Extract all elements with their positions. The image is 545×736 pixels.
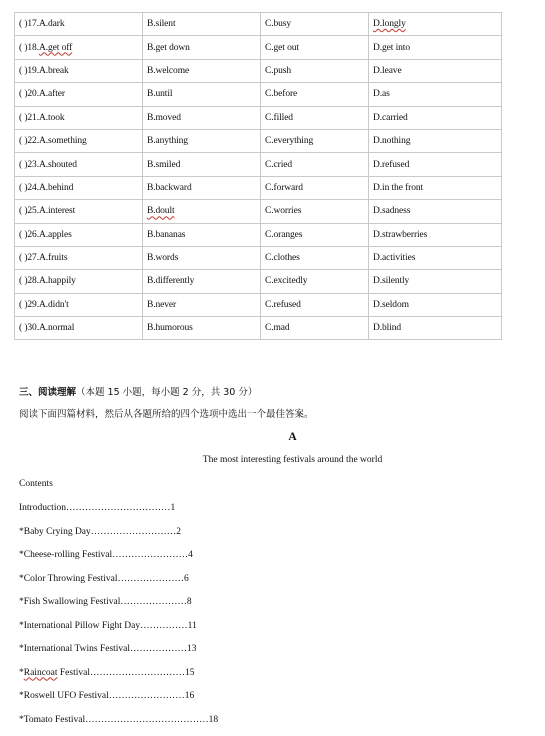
option-c-cell xyxy=(261,317,369,340)
option-b: B.until xyxy=(147,89,172,99)
option-d: D.longly xyxy=(373,19,406,29)
passage-label: A xyxy=(0,431,545,443)
option-a: A.something xyxy=(39,136,87,146)
section-instructions: 阅读下面四篇材料，然后从各题所给的四个选项中选出一个最佳答案。 xyxy=(19,406,314,420)
option-c: C.oranges xyxy=(265,230,302,240)
option-c: C.before xyxy=(265,89,297,99)
question-number: ( )26. xyxy=(19,230,39,240)
option-c-cell xyxy=(261,223,369,246)
question-number: ( )30. xyxy=(19,323,39,333)
option-d: D.as xyxy=(373,89,390,99)
option-c-cell xyxy=(261,200,369,223)
table-of-contents xyxy=(19,501,218,736)
option-c: C.clothes xyxy=(265,253,300,263)
option-b-cell xyxy=(143,200,261,223)
option-c-cell xyxy=(261,153,369,176)
option-b-cell xyxy=(143,36,261,59)
option-d-cell xyxy=(369,59,502,82)
option-c-cell xyxy=(261,270,369,293)
option-d-cell xyxy=(369,293,502,316)
option-d-cell xyxy=(369,223,502,246)
option-b-cell xyxy=(143,270,261,293)
list-item: *Cheese-rolling Festival……………………4 xyxy=(19,548,218,572)
option-b-cell xyxy=(143,246,261,269)
table-row xyxy=(15,153,502,176)
option-d: D.refused xyxy=(373,160,409,170)
question-cell xyxy=(15,36,143,59)
option-c: C.filled xyxy=(265,113,293,123)
option-b-cell xyxy=(143,83,261,106)
option-c-cell xyxy=(261,36,369,59)
option-b: B.smiled xyxy=(147,160,180,170)
option-a: A.dark xyxy=(39,19,65,29)
option-c: C.busy xyxy=(265,19,291,29)
question-cell xyxy=(15,59,143,82)
option-c-cell xyxy=(261,129,369,152)
option-b-cell xyxy=(143,176,261,199)
option-b: B.doult xyxy=(147,206,175,216)
table-row xyxy=(15,317,502,340)
option-d-cell xyxy=(369,129,502,152)
option-d: D.blind xyxy=(373,323,401,333)
option-b: B.humorous xyxy=(147,323,193,333)
table-row xyxy=(15,129,502,152)
question-cell xyxy=(15,270,143,293)
option-c: C.everything xyxy=(265,136,313,146)
table-row xyxy=(15,83,502,106)
option-d-cell xyxy=(369,270,502,293)
option-b-cell xyxy=(143,13,261,36)
section-heading xyxy=(19,384,257,398)
question-cell xyxy=(15,317,143,340)
option-d: D.strawberries xyxy=(373,230,427,240)
option-b-cell xyxy=(143,293,261,316)
option-b-cell xyxy=(143,317,261,340)
question-number: ( )20. xyxy=(19,89,39,99)
question-cell xyxy=(15,106,143,129)
option-c: C.get out xyxy=(265,43,299,53)
table-row xyxy=(15,36,502,59)
option-b: B.backward xyxy=(147,183,192,193)
option-b: B.get down xyxy=(147,43,190,53)
option-d-cell xyxy=(369,153,502,176)
question-number: ( )17. xyxy=(19,19,39,29)
option-d: D.nothing xyxy=(373,136,410,146)
question-cell xyxy=(15,200,143,223)
option-c-cell xyxy=(261,293,369,316)
option-b: B.bananas xyxy=(147,230,185,240)
question-number: ( )22. xyxy=(19,136,39,146)
section-subtitle: （本题 15 小题，每小题 2 分，共 30 分） xyxy=(76,387,257,398)
list-item: *Raincoat Festival…………………………15 xyxy=(19,666,218,690)
option-c-cell xyxy=(261,83,369,106)
option-a: A.apples xyxy=(39,230,72,240)
option-a: A.took xyxy=(39,113,65,123)
option-d-cell xyxy=(369,176,502,199)
question-number: ( )18. xyxy=(19,43,39,53)
option-b: B.moved xyxy=(147,113,181,123)
list-item: *Roswell UFO Festival……………………16 xyxy=(19,689,218,713)
table-row xyxy=(15,293,502,316)
list-item: *International Twins Festival………………13 xyxy=(19,642,218,666)
question-cell xyxy=(15,293,143,316)
question-number: ( )28. xyxy=(19,276,39,286)
option-a: A.didn't xyxy=(39,300,69,310)
option-d: D.silently xyxy=(373,276,409,286)
cloze-options-table xyxy=(14,12,502,340)
option-a: A.shouted xyxy=(39,160,77,170)
option-c-cell xyxy=(261,59,369,82)
option-a: A.fruits xyxy=(39,253,68,263)
question-cell xyxy=(15,246,143,269)
question-number: ( )19. xyxy=(19,66,39,76)
question-number: ( )27. xyxy=(19,253,39,263)
table-row xyxy=(15,176,502,199)
option-c-cell xyxy=(261,176,369,199)
question-cell xyxy=(15,176,143,199)
question-cell xyxy=(15,13,143,36)
option-a: A.get off xyxy=(39,43,72,53)
question-number: ( )29. xyxy=(19,300,39,310)
question-number: ( )25. xyxy=(19,206,39,216)
option-c-cell xyxy=(261,246,369,269)
option-b-cell xyxy=(143,223,261,246)
option-a: A.interest xyxy=(39,206,75,216)
table-row xyxy=(15,13,502,36)
list-item: *Fish Swallowing Festival…………………8 xyxy=(19,595,218,619)
table-row xyxy=(15,270,502,293)
option-a: A.break xyxy=(39,66,69,76)
passage-title: The most interesting festivals around the world xyxy=(0,455,545,465)
list-item: *Tomato Festival…………………………………18 xyxy=(19,713,218,736)
option-b-cell xyxy=(143,129,261,152)
table-row xyxy=(15,223,502,246)
option-c: C.push xyxy=(265,66,291,76)
contents-heading: Contents xyxy=(19,479,53,489)
table-row xyxy=(15,106,502,129)
option-d: D.leave xyxy=(373,66,402,76)
table-row xyxy=(15,246,502,269)
option-c: C.mad xyxy=(265,323,290,333)
option-c-cell xyxy=(261,106,369,129)
option-d-cell xyxy=(369,246,502,269)
option-b: B.silent xyxy=(147,19,176,29)
table-row xyxy=(15,59,502,82)
option-d: D.sadness xyxy=(373,206,410,216)
option-a: A.after xyxy=(39,89,65,99)
option-b-cell xyxy=(143,59,261,82)
option-a: A.normal xyxy=(39,323,74,333)
option-d-cell xyxy=(369,200,502,223)
option-a: A.happily xyxy=(39,276,76,286)
question-number: ( )21. xyxy=(19,113,39,123)
option-b-cell xyxy=(143,153,261,176)
option-b: B.welcome xyxy=(147,66,189,76)
question-number: ( )23. xyxy=(19,160,39,170)
option-b: B.words xyxy=(147,253,178,263)
option-d-cell xyxy=(369,106,502,129)
option-b: B.anything xyxy=(147,136,188,146)
option-d: D.in the front xyxy=(373,183,423,193)
list-item: *International Pillow Fight Day……………11 xyxy=(19,619,218,643)
option-d: D.get into xyxy=(373,43,410,53)
question-number: ( )24. xyxy=(19,183,39,193)
table-row xyxy=(15,200,502,223)
option-c: C.worries xyxy=(265,206,301,216)
option-d: D.activities xyxy=(373,253,415,263)
option-b: B.differently xyxy=(147,276,194,286)
list-item: Introduction……………………………1 xyxy=(19,501,218,525)
question-cell xyxy=(15,223,143,246)
misspelled-word: Raincoat xyxy=(24,668,58,678)
option-d: D.seldom xyxy=(373,300,409,310)
question-cell xyxy=(15,153,143,176)
question-cell xyxy=(15,129,143,152)
option-a: A.behind xyxy=(39,183,73,193)
list-item: *Baby Crying Day………………………2 xyxy=(19,525,218,549)
question-cell xyxy=(15,83,143,106)
section-title: 三、阅读理解 xyxy=(19,387,76,398)
option-c: C.forward xyxy=(265,183,303,193)
option-d: D.carried xyxy=(373,113,408,123)
option-b: B.never xyxy=(147,300,176,310)
option-d-cell xyxy=(369,36,502,59)
option-c-cell xyxy=(261,13,369,36)
option-c: C.cried xyxy=(265,160,292,170)
cloze-options-body xyxy=(15,13,502,340)
option-d-cell xyxy=(369,13,502,36)
option-c: C.excitedly xyxy=(265,276,307,286)
list-item: *Color Throwing Festival…………………6 xyxy=(19,572,218,596)
option-b-cell xyxy=(143,106,261,129)
option-c: C.refused xyxy=(265,300,301,310)
option-d-cell xyxy=(369,317,502,340)
option-d-cell xyxy=(369,83,502,106)
